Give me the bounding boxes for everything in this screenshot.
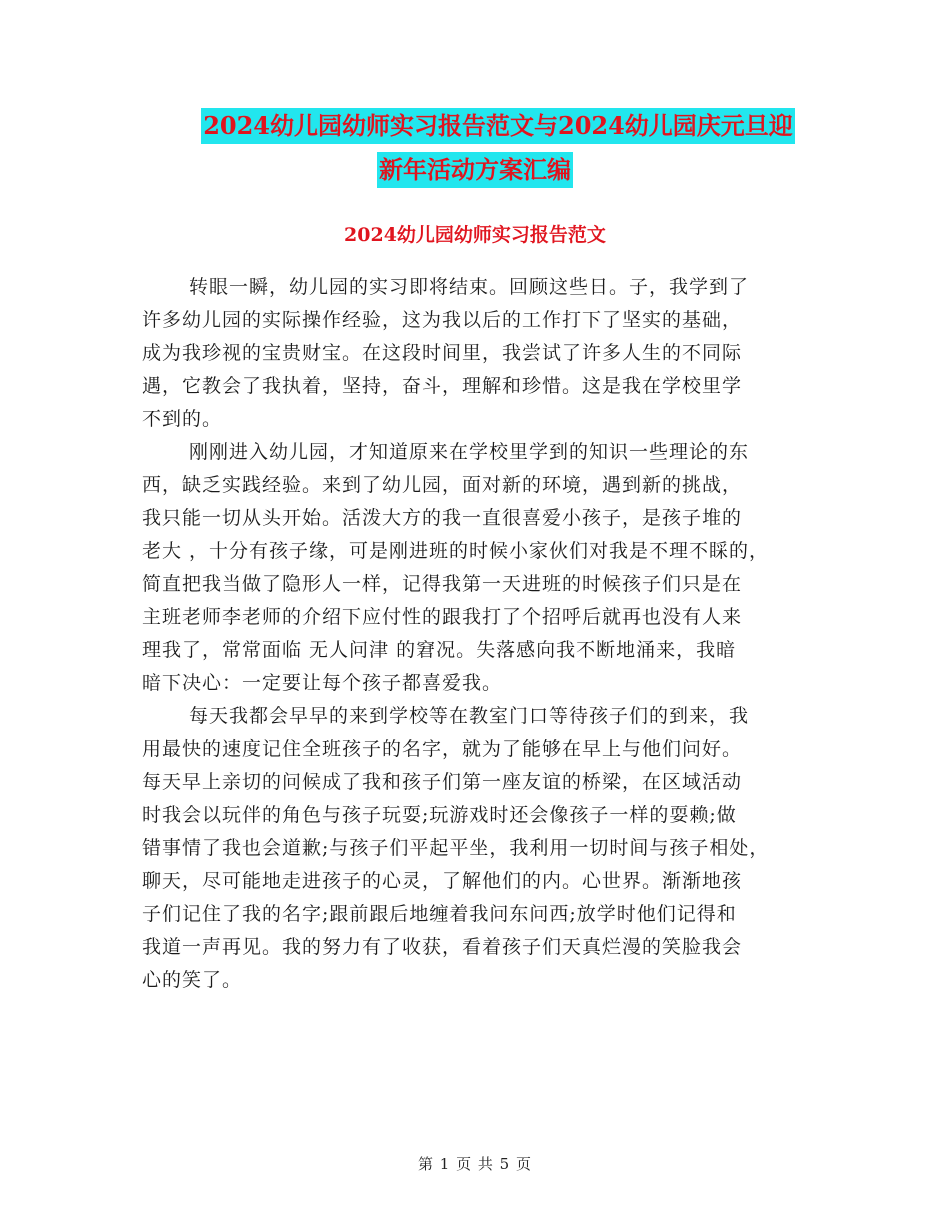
text-line: 西，缺乏实践经验。来到了幼儿园，面对新的环境，遇到新的挑战， (142, 474, 743, 496)
text-line: 成为我珍视的宝贵财宝。在这段时间里，我尝试了许多人生的不同际 (142, 342, 743, 364)
text-line: 老大 ，十分有孩子缘，可是刚进班的时候小家伙们对我是不理不睬的， (142, 540, 770, 562)
text-line: 暗下决心：一定要让每个孩子都喜爱我。 (142, 672, 503, 694)
body-text (142, 271, 822, 997)
text-line: 错事情了我也会道歉;与孩子们平起平坐，我利用一切时间与孩子相处， (142, 837, 770, 859)
document-title (0, 108, 950, 188)
text-line: 每天早上亲切的问候成了我和孩子们第一座友谊的桥梁，在区域活动 (142, 771, 743, 793)
text-line: 用最快的速度记住全班孩子的名字，就为了能够在早上与他们问好。 (142, 738, 743, 760)
text-line: 简直把我当做了隐形人一样，记得我第一天进班的时候孩子们只是在 (142, 573, 743, 595)
text-line: 每天我都会早早的来到学校等在教室门口等待孩子们的到来，我 (189, 705, 750, 727)
title-line-2: 新年活动方案汇编 (377, 152, 573, 188)
section-heading: 2024幼儿园幼师实习报告范文 (344, 224, 606, 246)
text-line: 转眼一瞬，幼儿园的实习即将结束。回顾这些日。子，我学到了 (189, 276, 750, 298)
text-line: 我只能一切从头开始。活泼大方的我一直很喜爱小孩子，是孩子堆的 (142, 507, 743, 529)
text-line: 心的笑了。 (142, 969, 243, 991)
title-line-1: 2024幼儿园幼师实习报告范文与2024幼儿园庆元旦迎 (201, 108, 795, 144)
text-line: 子们记住了我的名字;跟前跟后地缠着我问东问西;放学时他们记得和 (142, 903, 737, 925)
text-line: 遇，它教会了我执着，坚持，奋斗，理解和珍惜。这是我在学校里学 (142, 375, 743, 397)
text-line: 刚刚进入幼儿园，才知道原来在学校里学到的知识一些理论的东 (189, 441, 750, 463)
text-line: 聊天，尽可能地走进孩子的心灵，了解他们的内。心世界。渐渐地孩 (142, 870, 743, 892)
text-line: 理我了，常常面临 无人问津 的窘况。失落感向我不断地涌来，我暗 (142, 639, 737, 661)
text-line: 许多幼儿园的实际操作经验，这为我以后的工作打下了坚实的基础， (142, 309, 743, 331)
text-line: 时我会以玩伴的角色与孩子玩耍;玩游戏时还会像孩子一样的耍赖;做 (142, 804, 737, 826)
text-line: 主班老师李老师的介绍下应付性的跟我打了个招呼后就再也没有人来 (142, 606, 743, 628)
text-line: 不到的。 (142, 408, 223, 430)
text-line: 我道一声再见。我的努力有了收获，看着孩子们天真烂漫的笑脸我会 (142, 936, 743, 958)
page-footer: 第 1 页 共 5 页 (418, 1155, 532, 1173)
